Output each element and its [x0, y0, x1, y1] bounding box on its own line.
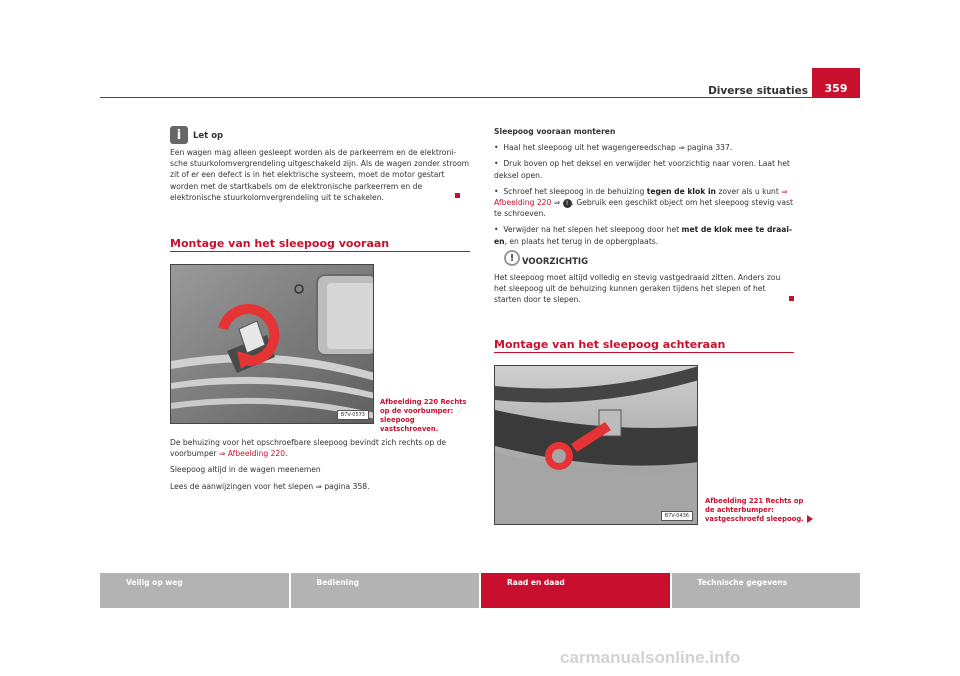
continue-arrow-icon [807, 515, 813, 523]
tab-technische-gegevens[interactable]: Technische gegevens [672, 573, 861, 608]
bullet-3: • Schroef het sleepoog in de behuizing tegen de klok in zover als u kunt ⇒ Afbeelding 220 ⇒ ! . Gebruik een geschikt object om het sleepoog stevig vast te schroeven. [494, 186, 793, 219]
running-header-title: Diverse situaties [708, 85, 808, 97]
footer-nav [100, 573, 860, 608]
front-bumper-illustration [171, 265, 374, 424]
mount-title: Sleepoog vooraan monteren [494, 127, 616, 136]
section-rule-rear [494, 352, 794, 353]
figure-221-photo [494, 365, 698, 525]
watermark: carmanualsonline.info [560, 648, 741, 667]
rear-bumper-illustration [495, 366, 698, 525]
para-read-instructions: Lees de aanwijzingen voor het slepen ⇒ pagina 358. [170, 481, 370, 491]
section-title-rear: Montage van het sleepoog achteraan [494, 338, 726, 351]
header-rule [100, 97, 860, 98]
info-note-icon: i [170, 126, 188, 144]
tab-veilig-op-weg[interactable]: Veilig op weg [100, 573, 289, 608]
figure-220-code: B7V-0573 [337, 410, 369, 420]
bullet-2: • Druk boven op het deksel en verwijder het voorzichtig naar voren. Laat het deksel open. [494, 159, 790, 180]
section-title-front: Montage van het sleepoog vooraan [170, 237, 390, 250]
bullet-1: • Haal het sleepoog uit het wagengereedschap ⇒ pagina 337. [494, 143, 733, 153]
para-always-carry: Sleepoog altijd in de wagen meenemen [170, 465, 321, 475]
figure-221-caption: Afbeelding 221 Rechts op de achterbumper: vastgeschroefd sleepoog. [705, 497, 815, 524]
note-end-mark [455, 193, 460, 198]
figure-220-photo [170, 264, 374, 424]
caution-title: VOORZICHTIG [522, 257, 589, 267]
page-number: 359 [812, 68, 860, 98]
tab-bediening[interactable]: Bediening [291, 573, 480, 608]
caution-text: Het sleepoog moet altijd volledig en stevig vastgedraaid zitten. Anders zou het sleepoog uit de behuizing kunnen geraken tijdens het slepen of het starten door te slepen. [494, 273, 781, 305]
link-figure-220-b[interactable]: ⇒ Afbeelding 220 [494, 186, 788, 208]
note-title: Let op [193, 131, 224, 141]
caution-end-mark [789, 296, 794, 301]
left-body-text [170, 437, 470, 497]
link-figure-220[interactable]: ⇒ Afbeelding 220 [218, 449, 286, 459]
para-housing: De behuizing voor het opschroefbare sleepoog bevindt zich rechts op de voorbumper ⇒ Afbeelding 220. [170, 438, 447, 459]
warning-ref-icon: ! [563, 199, 572, 208]
right-body-text [494, 126, 794, 252]
tab-raad-en-daad[interactable]: Raad en daad [481, 573, 670, 608]
section-rule-front [170, 251, 470, 252]
bullet-4: • Verwijder na het slepen het sleepoog door het met de klok mee te draaien, en plaats het terug in de opbergplaats. [494, 225, 793, 246]
figure-220-caption: Afbeelding 220 Rechts op de voorbumper: sleepoog vastschroeven. [380, 398, 467, 433]
note-text: Een wagen mag alleen gesleept worden als de parkeerrem en de elektronische stuurkolomvergrendeling uitgeschakeld zijn. Als de wagen zonder stroom zit of er een defect is in het elektrische systeem, moet de motor gestart worden met de startkabels om de elektronische parkeerrem en de elektronische stuurkolomvergrendeling uit te schakelen. [170, 148, 470, 202]
caution-icon: ! [504, 250, 520, 266]
figure-221-code: B7V-0436 [661, 511, 693, 521]
